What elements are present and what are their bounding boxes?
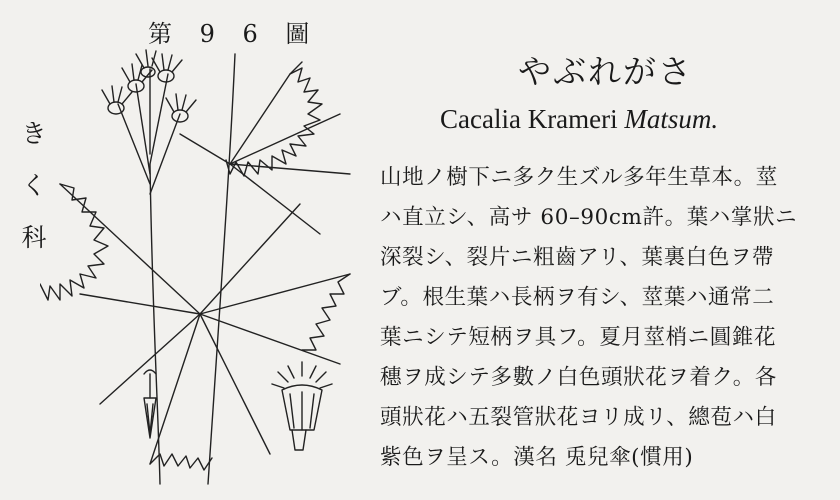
- description-line: 山地ノ樹下ニ多ク生ズル多年生草本。莖: [380, 165, 778, 190]
- description-line: 頭狀花ハ五裂管狀花ヨリ成リ、總苞ハ白: [380, 405, 777, 430]
- family-char: く: [21, 171, 47, 200]
- figure-number: 第 9 6 圖: [148, 20, 320, 48]
- flower-head-detail: [272, 362, 332, 450]
- japanese-name: やぶれがさ: [518, 52, 693, 91]
- description: [380, 158, 830, 478]
- genus-species: Cacalia Krameri: [440, 104, 618, 134]
- flower-heads: [102, 50, 196, 122]
- floret-detail: [144, 370, 156, 438]
- description-line: 穗ヲ成シテ多數ノ白色頭狀花ヲ着ク。各: [380, 365, 777, 390]
- flower-stem: [150, 164, 160, 484]
- description-line: ブ。根生葉ハ長柄ヲ有シ、莖葉ハ通常二: [380, 285, 775, 310]
- description-line: 紫色ヲ呈ス。漢名 兎兒傘(慣用): [380, 445, 694, 470]
- scientific-name: [440, 104, 718, 135]
- botanical-illustration: [40, 44, 370, 496]
- leaf-stem: [208, 54, 235, 484]
- description-line: 葉ニシテ短柄ヲ具フ。夏月莖梢ニ圓錐花: [380, 325, 777, 350]
- description-line: 深裂シ、裂片ニ粗齒アリ、葉裏白色ヲ帶: [380, 245, 775, 270]
- authority: Matsum.: [624, 104, 719, 134]
- family-char: き: [21, 119, 47, 148]
- upper-leaf: [180, 62, 350, 234]
- description-line: ハ直立シ、高サ 60–90cm許。葉ハ掌狀ニ: [380, 205, 798, 230]
- lower-leaf: [40, 184, 350, 470]
- family-char: 科: [21, 223, 47, 252]
